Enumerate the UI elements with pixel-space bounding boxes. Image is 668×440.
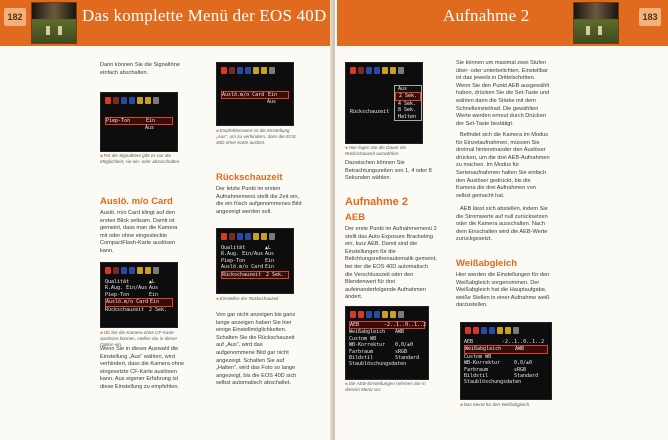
auslo-text: Auslö. m/o Card klingt auf den ersten Blick seltsam. Damit ist gemeint, dass man die Kamera mit oder ohne eingesteckte CompactFlash-Karte auslösen kann. <box>100 210 178 254</box>
col2-text: Sie können um maximal zwei Stufen über- oder unterbelichten. Einstellbar ist das jeweils in Drittelschritten. Wenn Sie den Punkt AEB ausgewählt haben, drücken Sie die Set-Taste und wählen dann die Stärke mit dem Schnelleinstellrad. Die gewählten Werte werden erneut durch Drücken der Set-Taste bestätigt. <box>456 60 550 127</box>
menu-tabs <box>105 97 159 104</box>
right-header-bar <box>337 0 668 46</box>
caption-2: ◂ Ob Sie die Kamera ohne CF-Karte auslösen können, stellen Sie in dieser Option ein. <box>100 330 178 347</box>
lcd-auslo-menu <box>100 262 178 328</box>
section-auslo-heading: Auslö. m/o Card <box>100 196 173 207</box>
lcd-piep-ton: Piep-Ton Ein Aus <box>100 92 178 152</box>
lcd-row: Rückschauzeit 2 Sek. <box>105 306 168 313</box>
section-rueck-heading: Rückschauzeit <box>216 172 283 183</box>
lcd-row: Farbraum sRGB <box>349 348 408 355</box>
lcd-row: Qualität ▲L <box>221 245 272 251</box>
col2-text-2: Befindet sich die Kamera im Modus für Einzelaufnahmen, müssen Sie dreimal hintereinander den Auslöser drücken, um die drei AEB-Aufnahmen zu machen. Im Modus für Serienaufnahmen halten Sie einfach den Auslöser gedrückt, bis die Kamera die drei Aufnahmen von selbst gemacht hat. <box>456 132 550 199</box>
rueck-text: Der letzte Punkt im ersten Aufnahmemenü stellt die Zeit ein, die ein frisch aufgenommenes Bild angezeigt werden soll. <box>216 186 302 215</box>
left-header-title: Das komplette Menü der EOS 40D <box>82 6 327 25</box>
lcd-row: R.Aug. Ein/Aus Aus <box>105 285 159 292</box>
lcd-row: WB-Korrektur 0,0/±0 <box>349 342 414 349</box>
lcd-option: 4 Sek. <box>398 100 417 107</box>
lcd-row: Farbraum sRGB <box>464 366 527 373</box>
lcd-row: AEB -2..1..0..1..2 <box>350 322 427 328</box>
auslo-text-2: Wenn Sie in dieser Auswahl die Einstellung „Aus“ wählen, wird verhindert, dass die Kamera ohne eingesetzte CF-Karte auslösen kann. Aus eigener Erfahrung ist diese Einstellung zu empfehlen. <box>100 346 184 390</box>
lcd-option: 8 Sek. <box>398 107 417 114</box>
section-wb-heading: Weißabgleich <box>456 258 518 269</box>
lcd-row: Auslö.m/o Card Ein <box>105 298 173 306</box>
lcd-row: Rückschauzeit 2 Sek. <box>221 271 289 279</box>
lcd-options-list <box>394 85 422 121</box>
lcd-row: Staublöschungsdaten <box>349 361 407 368</box>
lcd-row-label: Rückschauzeit <box>350 109 390 115</box>
lcd-row: WB-Korrektur 0,0/±0 <box>464 360 533 367</box>
lcd-option: Halten <box>398 113 417 120</box>
lcd-row: AEB -2..1..0..1..2 <box>464 339 545 345</box>
lcd-rueck-menu <box>216 228 294 294</box>
section-aeb-heading: AEB <box>345 212 366 223</box>
lcd-row: Piep-Ton Ein <box>105 117 173 125</box>
aeb-text: Der erste Punkt im Aufnahmemenü 2 stellt das Auto Exposure Bracketing ein, kurz AEB. Damit sind die Einstellungen für die Belichtungsreihenautomatik gemeint, bei der die EOS 40D automatisch die Verschlusszeit oder den Blendenwert für drei aufeinanderfolgende Aufnahmen ändert. <box>345 226 437 301</box>
right-page-number: 183 <box>639 8 661 26</box>
caption-6: ◂ Die AEB-Einstellungen nehmen Sie in diesem Menü vor. <box>345 381 426 392</box>
col2-text-3: AEB lässt sich abstellen, indem Sie die Stromwerte auf null zurücksetzen oder die Kamera ausschalten. Nach dem Einschalten wird die AEB-Werte zurückgesetzt. <box>456 206 548 243</box>
caption-7: ◂ Das Menü für den Weißabgleich <box>460 402 530 407</box>
lcd-aeb-menu <box>345 306 429 380</box>
lcd-row: Auslö.m/o Card Ein <box>221 264 275 271</box>
right-header-title: Aufnahme 2 <box>443 6 530 25</box>
lcd-row: Bildstil Standard <box>349 355 420 362</box>
lcd-option: 2 Sek. <box>395 92 421 100</box>
lcd-row: Piep-Ton Ein <box>221 257 275 264</box>
lcd-row: Weißabgleich AWB <box>464 345 548 353</box>
lcd-row: Piep-Ton Ein <box>105 291 159 298</box>
lcd-row: Weißabgleich AWB <box>349 329 405 336</box>
lcd-row: Bildstil Standard <box>464 373 539 380</box>
lcd-row: Auslö.m/o Card Ein <box>221 91 289 99</box>
caption-3: ◂ Empfehlenswert ist die Einstellung „Aus“, um zu verhindern, dass die EOS 40D ohne Karte auslöst. <box>216 128 296 145</box>
section-aufnahme2-heading: Aufnahme 2 <box>345 196 408 208</box>
col1-text: Dazwischen können Sie Betrachtungszeiten von 1, 4 oder 8 Sekunden wählen. <box>345 160 432 182</box>
lcd-row: R.Aug. Ein/Aus Aus <box>221 251 275 258</box>
lcd-row: Qualität ▲L <box>105 279 156 285</box>
lcd-wb-menu <box>460 322 552 400</box>
lcd-option: Aus <box>398 86 408 92</box>
left-page <box>0 0 333 440</box>
header-photo <box>573 2 619 44</box>
caption-5: ◂ Hier legen Sie die Dauer der Rückschauzeit auswählen. <box>345 145 407 156</box>
caption-1: ◂ Für die Signaltöne gibt es nur die Möglichkeit, sie ein- oder abzuschalten. <box>100 153 181 164</box>
caption-4: ◂ Einstellen der Rückschauzeit <box>216 296 279 301</box>
left-header-bar <box>0 0 331 46</box>
lcd-row: Staublöschungsdaten <box>464 379 522 386</box>
rueck-text-2: Von gar nicht anzeigen bis ganz lange anzeigen haben Sie hier einige Einstellmöglichkeiten. Schalten Sie die Rückschauzeit auf „Aus“, wird das aufgenommene Bild gar nicht angezeigt. Schalten Sie auf „Halten“, wird das Foto so lange angezeigt, bis die EOS 40D sich selbst automatisch abschaltet. <box>216 312 297 387</box>
lcd-row: Custom WB <box>464 353 492 360</box>
wb-text: Hier werden die Einstellungen für den Weißabgleich vorgenommen. Der Weißabgleich hat die Hauptaufgabe, weiße Stellen in einer Aufnahme weiß darzustellen. <box>456 272 550 309</box>
lcd-row: Custom WB <box>349 335 377 342</box>
lcd-rueck-options <box>345 62 423 144</box>
lcd-auslo-options: Auslö.m/o Card Ein Aus <box>216 62 294 126</box>
intro-text: Dann können Sie die Signaltöne einfach abschalten. <box>100 62 180 76</box>
header-photo <box>31 2 77 44</box>
left-page-number: 182 <box>4 8 26 26</box>
